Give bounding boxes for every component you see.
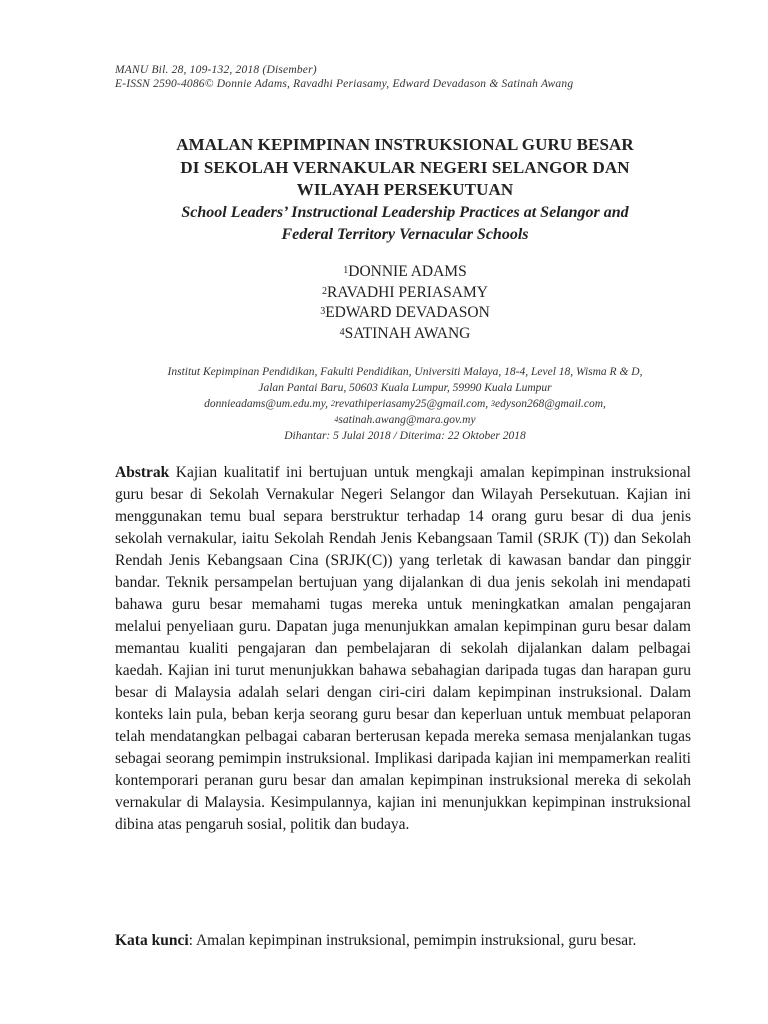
email-link[interactable]: edyson268@gmail.com, xyxy=(495,398,606,410)
author-name: EDWARD DEVADASON xyxy=(325,304,490,321)
title-block xyxy=(90,134,720,247)
email-link[interactable]: donnieadams@um.edu.my, xyxy=(204,398,331,410)
email-number: 2 xyxy=(330,399,335,408)
malay-title xyxy=(90,134,720,202)
author-number: 2 xyxy=(322,285,328,297)
author-number: 3 xyxy=(320,306,326,317)
english-title-line: Federal Territory Vernacular Schools xyxy=(281,226,529,243)
journal-citation: MANU Bil. 28, 109-132, 2018 (Disember) xyxy=(115,64,317,76)
keywords-text: : Amalan kepimpinan instruksional, pemimpin instruksional, guru besar. xyxy=(188,932,637,949)
email-link[interactable]: satinah.awang@mara.gov.my xyxy=(338,414,476,426)
author-name: DONNIE ADAMS xyxy=(348,263,467,280)
author-number: 4 xyxy=(339,326,345,338)
affiliation-line: Institut Kepimpinan Pendidikan, Fakulti Pendidikan, Universiti Malaya, 18-4, Level 18, Wisma R & D, xyxy=(167,366,643,378)
submission-dates: Dihantar: 5 Julai 2018 / Diterima: 22 Oktober 2018 xyxy=(284,430,526,442)
malay-title-line: AMALAN KEPIMPINAN INSTRUKSIONAL GURU BESAR xyxy=(176,135,634,154)
author-list xyxy=(90,262,720,344)
author-name: SATINAH AWANG xyxy=(344,324,471,342)
journal-header xyxy=(115,63,573,91)
keywords-label: Kata kunci xyxy=(115,932,189,949)
keywords xyxy=(115,930,691,952)
author xyxy=(90,303,720,324)
email-number: 3 xyxy=(491,399,496,408)
affiliation-line: Jalan Pantai Baru, 50603 Kuala Lumpur, 59990 Kuala Lumpur xyxy=(258,382,552,394)
english-title xyxy=(90,202,720,247)
issn-line: E-ISSN 2590-4086© Donnie Adams, Ravadhi Periasamy, Edward Devadason & Satinah Awang xyxy=(115,78,574,90)
abstract-text: Kajian kualitatif ini bertujuan untuk mengkaji amalan kepimpinan instruksional guru besar di Sekolah Vernakular Negeri Selangor dan Wilayah Persekutuan. Kajian ini menggunakan temu bual separa berstruktur terhadap 14 orang guru besar di dua jenis sekolah vernakular, iaitu Sekolah Rendah Jenis Kebangsaan Tamil (SRJK (T)) dan Sekolah Rendah Jenis Kebangsaan Cina (SRJK(C)) yang terletak di kawasan bandar dan pinggir bandar. Teknik persampelan bertujuan yang dijalankan di dua jenis sekolah ini mendapati bahawa guru besar memahami tugas mereka untuk meningkatkan amalan pengajaran melalui penyeliaan guru. Dapatan juga menunjukkan amalan kepimpinan guru besar dalam memantau kualiti pengajaran dan pembelajaran di sekolah dijalankan dalam pelbagai kaedah. Kajian ini turut menunjukkan bahawa sebahagian daripada tugas dan harapan guru besar di Malaysia adalah selari dengan ciri-ciri dalam kepimpinan instruksional. Dalam konteks lain pula, beban kerja seorang guru besar dan keperluan untuk membuat pelaporan telah mendatangkan pelbagai cabaran berterusan kepada mereka semasa menjalankan tugas sebagai seorang pemimpin instruksional. Implikasi daripada kajian ini mempamerkan realiti kontemporari peranan guru besar dan amalan kepimpinan instruksional mereka di sekolah vernakular di Malaysia. Kesimpulannya, kajian ini menunjukkan kepimpinan instruksional dibina atas pengaruh sosial, politik dan budaya. xyxy=(115,464,691,833)
english-title-line: School Leaders’ Instructional Leadership Practices at Selangor and xyxy=(181,203,629,221)
abstract xyxy=(115,462,691,836)
malay-title-line: DI SEKOLAH VERNAKULAR NEGERI SELANGOR DAN xyxy=(180,157,630,177)
malay-title-line: WILAYAH PERSEKUTUAN xyxy=(296,180,514,199)
abstract-label: Abstrak xyxy=(115,464,170,481)
author xyxy=(90,324,720,345)
email-number: 4 xyxy=(334,415,339,424)
affiliation-block xyxy=(90,364,720,444)
author-number: 1 xyxy=(343,265,349,276)
email-link[interactable]: revathiperiasamy25@gmail.com, xyxy=(334,398,492,410)
author xyxy=(90,283,720,304)
email-line xyxy=(90,396,720,412)
author xyxy=(90,262,720,283)
email-line xyxy=(90,412,720,428)
author-name: RAVADHI PERIASAMY xyxy=(327,283,488,301)
